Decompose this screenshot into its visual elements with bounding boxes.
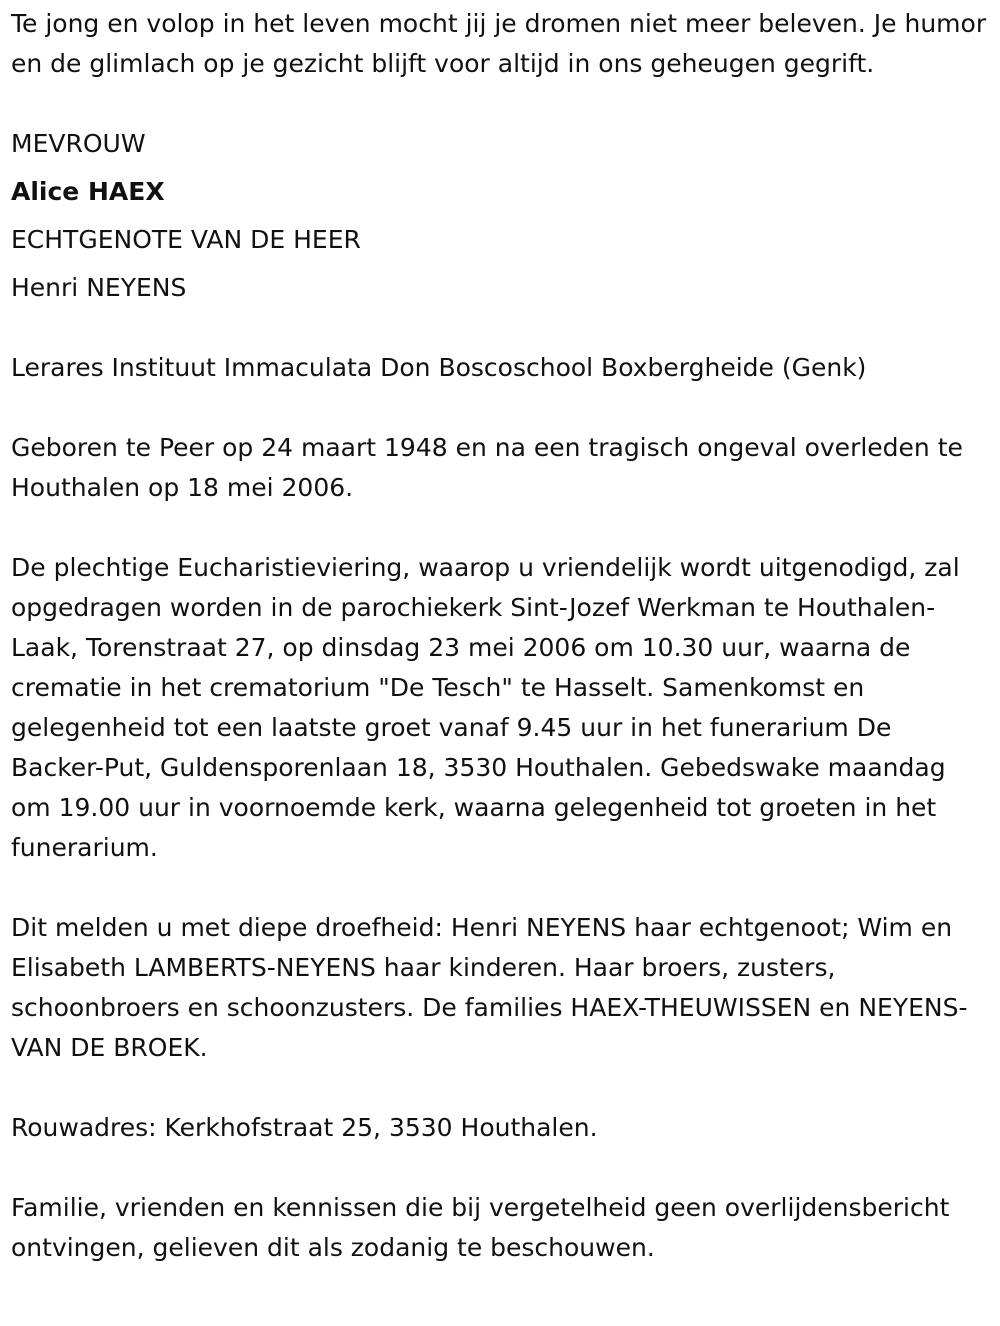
name-block bbox=[11, 124, 990, 308]
occupation-paragraph: Lerares Instituut Immaculata Don Boscoschool Boxbergheide (Genk) bbox=[11, 353, 867, 382]
intro-paragraph: Te jong en volop in het leven mocht jij je dromen niet meer beleven. Je humor en de glimlach op je gezicht blijft voor altijd in ons geheugen gegrift. bbox=[11, 9, 987, 78]
relation-line: ECHTGENOTE VAN DE HEER bbox=[11, 225, 361, 254]
spouse-name: Henri NEYENS bbox=[11, 273, 187, 302]
family-paragraph: Dit melden u met diepe droefheid: Henri NEYENS haar echtgenoot; Wim en Elisabeth LAMBERTS-NEYENS haar kinderen. Haar broers, zusters, schoonbroers en schoonzusters. De families HAEX-THEUWISSEN en NEYENS-VAN DE BROEK. bbox=[11, 913, 968, 1062]
address-paragraph: Rouwadres: Kerkhofstraat 25, 3530 Houthalen. bbox=[11, 1113, 598, 1142]
ceremony-paragraph: De plechtige Eucharistieviering, waarop u vriendelijk wordt uitgenodigd, zal opgedragen worden in de parochiekerk Sint-Jozef Werkman te Houthalen-Laak, Torenstraat 27, op dinsdag 23 mei 2006 om 10.30 uur, waarna de crematie in het crematorium "De Tesch" te Hasselt. Samenkomst en gelegenheid tot een laatste groet vanaf 9.45 uur in het funerarium De Backer-Put, Guldensporenlaan 18, 3530 Houthalen. Gebedswake maandag om 19.00 uur in voornoemde kerk, waarna gelegenheid tot groeten in het funerarium. bbox=[11, 553, 960, 862]
closing-paragraph: Familie, vrienden en kennissen die bij vergetelheid geen overlijdensbericht ontvingen, gelieven dit als zodanig te beschouwen. bbox=[11, 1193, 950, 1262]
title-prefix: MEVROUW bbox=[11, 129, 146, 158]
deceased-name: Alice HAEX bbox=[11, 177, 165, 206]
birth-death-paragraph: Geboren te Peer op 24 maart 1948 en na een tragisch ongeval overleden te Houthalen op 18 mei 2006. bbox=[11, 433, 963, 502]
